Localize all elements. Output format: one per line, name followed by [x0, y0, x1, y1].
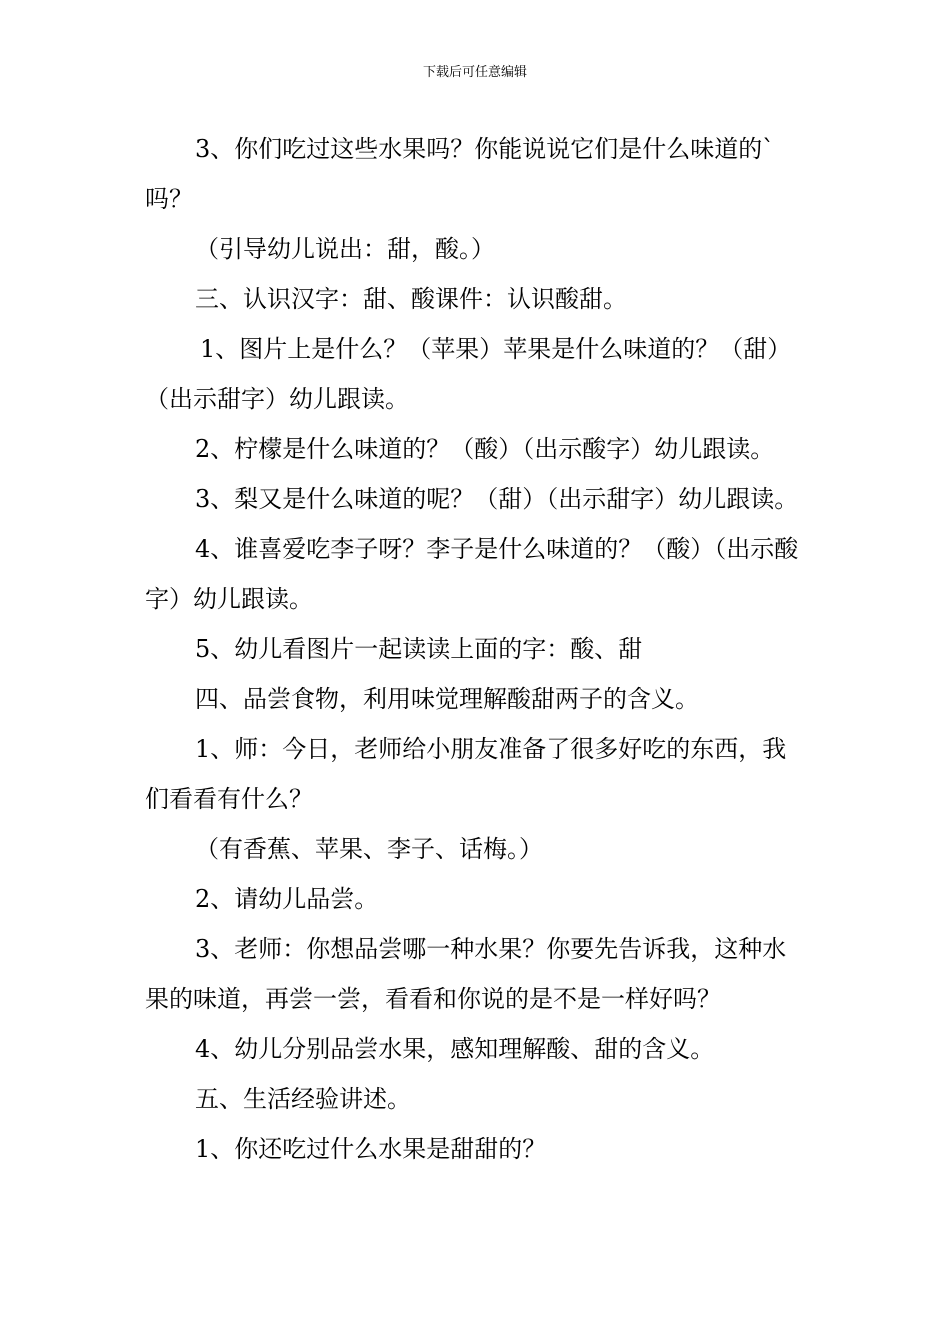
paragraph: 3、梨又是什么味道的呢？（甜）（出示甜字）幼儿跟读。 — [195, 485, 799, 513]
paragraph: 四、品尝食物，利用味觉理解酸甜两子的含义。 — [195, 685, 699, 713]
paragraph: 三、认识汉字：甜、酸课件：认识酸甜。 — [195, 285, 627, 313]
paragraph: 4、谁喜爱吃李子呀？李子是什么味道的？（酸）（出示酸字）幼儿跟读。 — [145, 535, 799, 613]
page-header: 下载后可任意编辑 — [422, 65, 527, 80]
paragraph: 3、你们吃过这些水果吗？你能说说它们是什么味道的`吗？ — [145, 135, 775, 213]
paragraph: 3、老师：你想品尝哪一种水果？你要先告诉我，这种水果的味道，再尝一尝，看看和你说的是不是一样好吗？ — [145, 935, 787, 1013]
paragraph: 1、师：今日，老师给小朋友准备了很多好吃的东西，我们看看有什么？ — [145, 735, 787, 813]
paragraph: （引导幼儿说出：甜，酸。） — [195, 235, 495, 263]
paragraph: 2、柠檬是什么味道的？（酸）（出示酸字）幼儿跟读。 — [195, 435, 775, 463]
paragraph: 2、请幼儿品尝。 — [195, 885, 379, 913]
paragraph: 4、幼儿分别品尝水果，感知理解酸、甜的含义。 — [195, 1035, 715, 1063]
paragraph: （有香蕉、苹果、李子、话梅。） — [195, 835, 543, 863]
paragraph: 1、你还吃过什么水果是甜甜的？ — [195, 1135, 547, 1163]
document-body — [145, 124, 807, 1174]
paragraph: 五、生活经验讲述。 — [195, 1085, 411, 1113]
paragraph: 1、图片上是什么？（苹果）苹果是什么味道的？（甜）（出示甜字）幼儿跟读。 — [145, 335, 792, 413]
paragraph: 5、幼儿看图片一起读读上面的字：酸、甜 — [195, 635, 643, 663]
